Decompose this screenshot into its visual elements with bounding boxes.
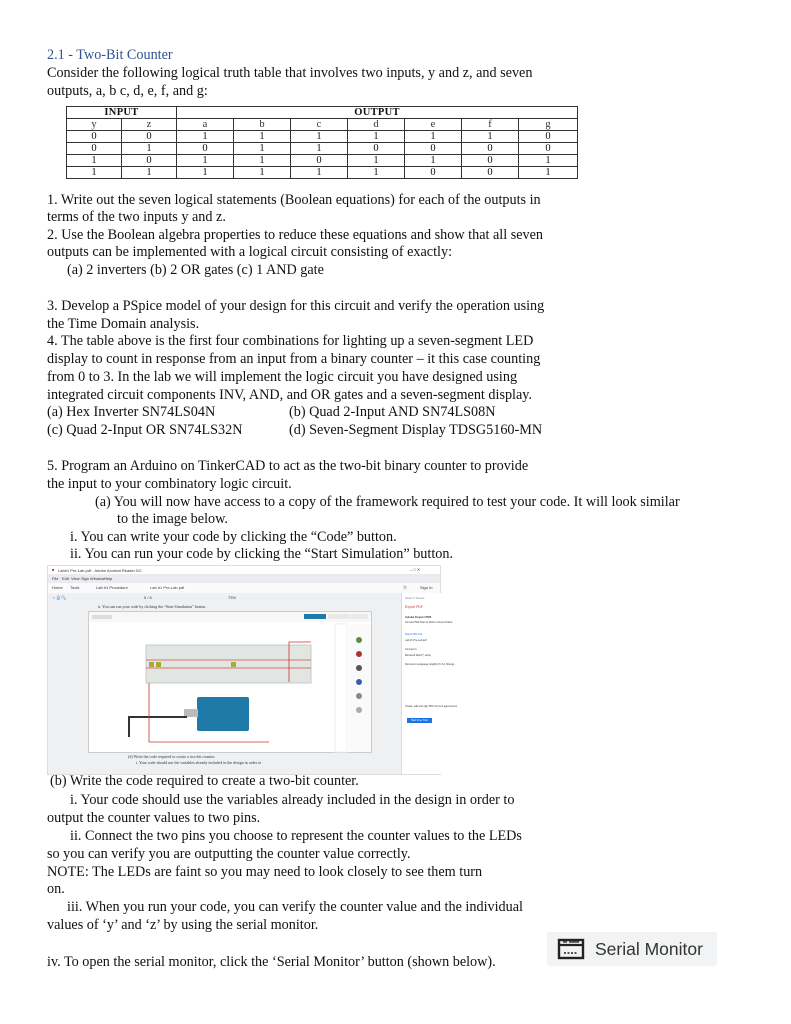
question-3-line: the Time Domain analysis. [47,316,200,332]
menu-item: View [71,576,80,581]
help-icon: ⓪ [403,585,407,590]
language-text: Document Language: English (U.S.) Change [405,663,455,666]
question-5b-line: i. Your code should use the variables already included in the design in order to [70,792,515,808]
table-cell: 1 [291,167,348,179]
question-5b-line: (b) Write the code required to create a two-bit counter. [50,773,359,789]
toolbar-icons: ☆ ⎙ 🔍 [52,595,66,600]
question-4-line: display to count in response from an input from a binary counter – it this case counting [47,351,541,367]
table-cell: 0 [519,131,578,143]
question-5-line: ii. You can run your code by clicking the “Start Simulation” button. [70,546,454,562]
question-5-line: to the image below. [117,511,228,527]
side-search: Search 'Sweet' [405,596,425,600]
table-row [67,155,578,167]
column-header: a [177,119,234,131]
table-cell: 0 [519,143,578,155]
tab-procedure: Lab #1 Procedure [96,585,128,590]
table-cell: 0 [122,155,177,167]
inner-caption: ii. You can run your code by clicking the “Start Simulation” button. [98,604,206,609]
table-cell: 1 [405,155,462,167]
screenshot-main [48,593,401,774]
start-trial-button: Start Free Trial [407,718,432,723]
component-item: (a) Hex Inverter SN74LS04N [47,404,216,420]
column-header: g [519,119,578,131]
sign-in-link: Sign In [420,585,433,590]
selected-file: Lab #1 Pre-Lab.pdf [405,639,427,642]
menu-item: Sign [81,576,90,581]
table-cell: 1 [291,143,348,155]
question-5b-line: values of ‘y’ and ‘z’ by using the serial monitor. [47,917,319,933]
component-item: (d) Seven-Segment Display TDSG5160-MN [289,422,543,438]
table-cell: 0 [405,167,462,179]
table-cell: 1 [405,131,462,143]
question-3-line: 3. Develop a PSpice model of your design for this circuit and verify the operation using [47,298,545,314]
table-cell: 1 [234,155,291,167]
question-2-line: 2. Use the Boolean algebra properties to reduce these equations and show that all seven [47,227,544,243]
table-cell: 1 [67,155,122,167]
zoom-level: 73% [228,595,237,600]
embedded-screenshot [47,565,457,775]
table-row [67,167,578,179]
intro-line: outputs, a, b c, d, e, f, and g: [47,83,208,99]
column-header: z [122,119,177,131]
component-item: (b) Quad 2-Input AND SN74LS08N [289,404,496,420]
question-5b-note: NOTE: The LEDs are faint so you may need to look closely to see them turn [47,864,483,880]
table-cell: 1 [234,131,291,143]
table-cell: 0 [462,167,519,179]
question-5-line: 5. Program an Arduino on TinkerCAD to act as the two-bit binary counter to provide [47,458,529,474]
table-cell: 0 [405,143,462,155]
table-cell: 1 [67,167,122,179]
section-heading: 2.1 - Two-Bit Counter [47,47,173,63]
question-1-line: terms of the two inputs y and z. [47,209,226,225]
table-row [67,143,578,155]
table-cell: 1 [177,167,234,179]
table-cell: 1 [122,143,177,155]
window-title: Lab#1 Pre-Lab.pdf - Adobe Acrobat Reader DC [58,567,142,573]
table-cell: 1 [177,131,234,143]
table-cell: 1 [348,155,405,167]
truth-table [66,106,578,179]
tab-home: Home [52,585,63,590]
table-cell: 0 [348,143,405,155]
table-cell: 1 [177,155,234,167]
question-5b-line: iii. When you run your code, you can verify the counter value and the individual [67,899,523,915]
adobe-export-title: Adobe Export PDF [405,615,432,619]
table-cell: 1 [462,131,519,143]
input-header: INPUT [67,107,177,119]
tinkercad-circuit-graphic [89,612,371,752]
convert-text: Convert PDF Files to Word or Excel Online [405,621,453,624]
menu-item: File [52,576,59,581]
menu-item: Edit [62,576,69,581]
table-cell: 1 [519,155,578,167]
serial-monitor-label: Serial Monitor [595,939,703,959]
acrobat-side-panel [401,593,457,774]
table-cell: 1 [122,167,177,179]
format-select: Microsoft Word (*.docx) [405,654,432,657]
table-cell: 0 [462,155,519,167]
column-header: e [405,119,462,131]
table-cell: 1 [348,167,405,179]
question-5b-note: on. [47,881,65,897]
screenshot-titlebar: ■ Lab#1 Pre-Lab.pdf - Adobe Acrobat Reader DC – □ ✕ [48,566,440,574]
inner-caption: (d) Write the code required to create a two-bit counter. [128,754,216,759]
table-cell: 0 [462,143,519,155]
table-cell: 0 [291,155,348,167]
serial-monitor-icon [557,937,587,961]
table-cell: 1 [234,143,291,155]
menu-item: Window [90,576,105,581]
question-5-line: i. You can write your code by clicking the “Code” button. [70,529,397,545]
menu-item: Help [104,576,113,581]
inner-caption: i. Your code should use the variables already included in the design in order to [136,760,262,765]
create-text: Create, edit and sign PDF forms & agreements [405,705,457,708]
tab-tools: Tools [70,585,80,590]
column-header-row [67,119,578,131]
page-indicator: 5 / 6 [144,595,152,600]
table-cell: 1 [519,167,578,179]
table-cell: 1 [234,167,291,179]
question-5b-line: iv. To open the serial monitor, click the ‘Serial Monitor’ button (shown below). [47,954,496,970]
question-5-line: (a) You will now have access to a copy of the framework required to test your code. It will look similar [95,494,680,510]
table-cell: 0 [67,131,122,143]
table-cell: 1 [291,131,348,143]
intro-line: Consider the following logical truth table that involves two inputs, y and z, and seven [47,65,533,81]
question-5b-line: ii. Connect the two pins you choose to represent the counter values to the LEDs [70,828,522,844]
question-1-line: 1. Write out the seven logical statements (Boolean equations) for each of the outputs in [47,192,541,208]
table-cell: 0 [67,143,122,155]
table-cell: 0 [177,143,234,155]
question-5b-line: output the counter values to two pins. [47,810,261,826]
question-2-line: outputs can be implemented with a logical circuit consisting of exactly: [47,244,453,260]
table-row [67,131,578,143]
question-4-line: 4. The table above is the first four combinations for lighting up a seven-segment LED [47,333,534,349]
output-header: OUTPUT [177,107,578,119]
table-cell: 1 [348,131,405,143]
select-file: Select PDF File [405,633,423,636]
question-4-line: from 0 to 3. In the lab we will implement the logic circuit you have designed using [47,369,518,385]
convert-to-label: Convert to [405,648,417,651]
question-5b-line: so you can verify you are outputting the counter value correctly. [47,846,411,862]
tinkercad-screenshot [88,611,372,753]
column-header: f [462,119,519,131]
component-item: (c) Quad 2-Input OR SN74LS32N [47,422,243,438]
tab-prelab: Lab #1 Pre-Lab.pdf [150,585,185,590]
column-header: y [67,119,122,131]
column-header: d [348,119,405,131]
export-pdf-button: Export PDF [405,605,424,609]
column-header: c [291,119,348,131]
question-2-options: (a) 2 inverters (b) 2 OR gates (c) 1 AND gate [67,262,324,278]
question-5-line: the input to your combinatory logic circuit. [47,476,292,492]
question-4-line: integrated circuit components INV, AND, and OR gates and a seven-segment display. [47,387,533,403]
column-header: b [234,119,291,131]
serial-monitor-button[interactable] [547,932,717,966]
table-cell: 0 [122,131,177,143]
screenshot-menubar [48,574,440,583]
